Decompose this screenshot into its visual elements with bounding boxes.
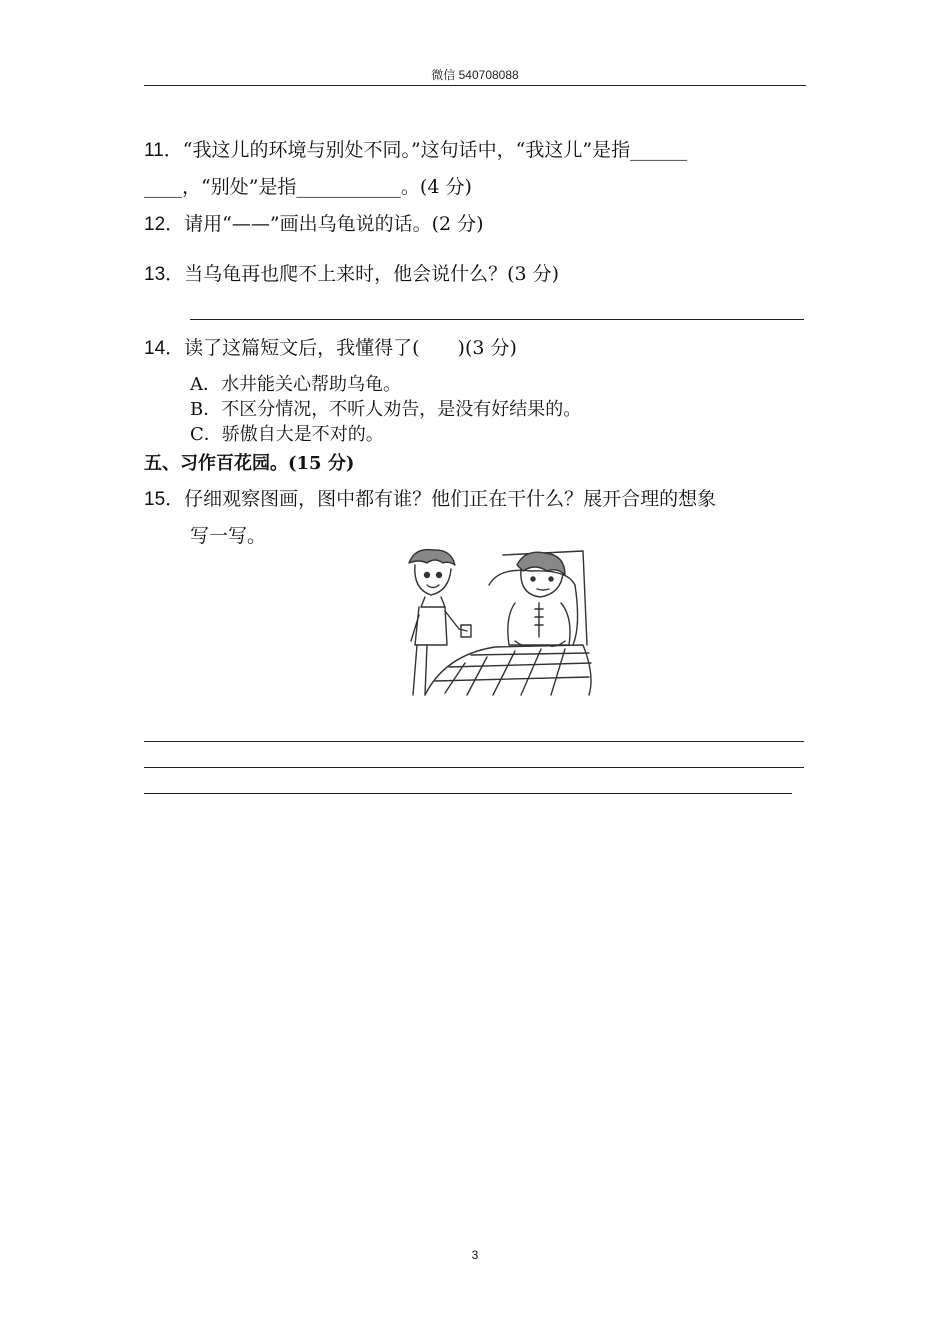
question-14 (144, 336, 517, 361)
answer-line-13[interactable] (190, 319, 804, 320)
question-11-line1 (144, 138, 687, 163)
question-15-line2: 写一写。 (190, 525, 267, 547)
writing-line[interactable] (144, 793, 792, 794)
question-number: 12． (144, 214, 185, 235)
page-header: 微信 540708088 (431, 68, 519, 82)
writing-line[interactable] (144, 767, 804, 768)
question-number: 11． (144, 140, 183, 161)
question-15-line1 (144, 487, 716, 512)
question-number: 13． (144, 264, 185, 285)
section-5-title: 五、习作百花园。(15 分) (144, 453, 355, 474)
header-divider (144, 85, 806, 86)
boy-visiting-sick-friend-illustration (405, 545, 595, 700)
question-text: “我这儿的环境与别处不同。”这句话中，“我这儿”是指______ (182, 139, 688, 161)
question-text: 请用“——”画出乌龟说的话。(2 分) (184, 213, 484, 235)
option-a[interactable]: A．水井能关心帮助乌龟。 (190, 374, 401, 395)
writing-line[interactable] (144, 741, 804, 742)
question-number: 15． (144, 489, 185, 510)
question-11-line2: ____，“别处”是指___________。(4 分) (144, 176, 472, 198)
question-text: 读了这篇短文后，我懂得了( )(3 分) (184, 337, 517, 359)
question-12 (144, 212, 484, 237)
option-b[interactable]: B．不区分情况，不听人劝告，是没有好结果的。 (190, 399, 582, 420)
question-number: 14． (144, 338, 185, 359)
question-13 (144, 262, 559, 287)
option-c[interactable]: C．骄傲自大是不对的。 (190, 424, 384, 445)
question-text: 当乌龟再也爬不上来时，他会说什么？(3 分) (184, 263, 560, 285)
page-number: 3 (471, 1248, 479, 1262)
question-text: 仔细观察图画，图中都有谁？他们正在干什么？展开合理的想象 (184, 488, 717, 510)
